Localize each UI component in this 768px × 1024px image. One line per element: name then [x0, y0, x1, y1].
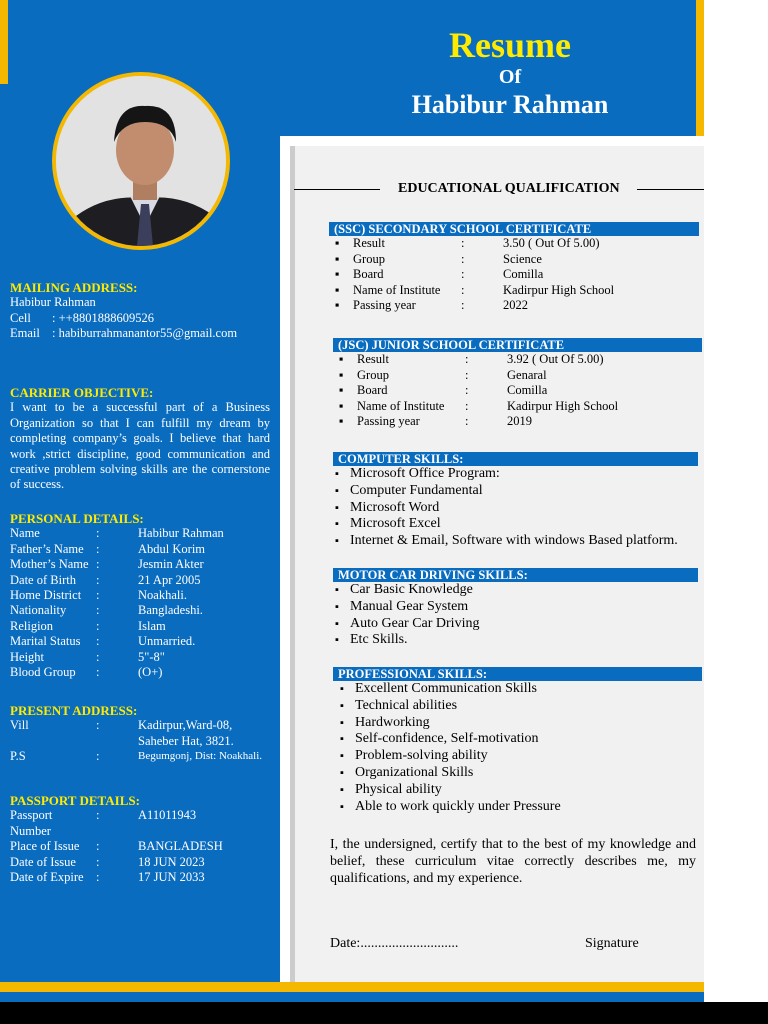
bullet-icon: ▪ [335, 501, 339, 514]
personal-heading: PERSONAL DETAILS: [10, 511, 144, 526]
education-row [339, 383, 699, 399]
detail-colon: : [96, 541, 100, 556]
list-item-text: Self-confidence, Self-motivation [355, 731, 539, 747]
present-address [10, 703, 272, 765]
bullet-icon: ▪ [335, 518, 339, 531]
declaration-text: I, the undersigned, certify that to the best of my knowledge and belief, these curriculum vitae correctly describes me, my qualifications, and my experience. [330, 837, 696, 886]
jsc-heading: (JSC) JUNIOR SCHOOL CERTIFICATE [333, 338, 702, 352]
education-colon: : [465, 398, 469, 413]
list-item [340, 731, 700, 748]
detail-label: Passport Number [10, 808, 53, 838]
education-row [339, 352, 699, 368]
education-value: 2019 [507, 414, 532, 428]
education-label: Name of Institute [357, 398, 445, 413]
detail-value: Habibur Rahman [138, 526, 224, 541]
education-row [335, 298, 695, 314]
detail-label: Date of Issue [10, 854, 76, 869]
cell-value: : ++8801888609526 [52, 310, 154, 325]
bullet-icon: ▪ [335, 617, 339, 630]
list-item [340, 799, 700, 816]
detail-value: A11011943 [138, 808, 197, 823]
list-item [340, 748, 700, 765]
bullet-icon: ▪ [340, 733, 344, 746]
mailing-name: Habibur Rahman [10, 295, 96, 310]
detail-colon: : [96, 603, 100, 618]
divider-left [294, 189, 380, 190]
detail-label: Religion [10, 618, 54, 633]
detail-row [10, 650, 272, 665]
list-item-text: Etc Skills. [350, 632, 408, 648]
detail-row [10, 619, 272, 634]
profile-photo [52, 72, 230, 250]
education-colon: : [465, 414, 469, 428]
bullet-icon: ▪ [335, 634, 339, 647]
list-item-text: Computer Fundamental [350, 482, 483, 498]
list-item [340, 715, 700, 732]
education-colon: : [465, 367, 469, 382]
list-item [340, 782, 700, 799]
bullet-icon: ▪ [335, 484, 339, 497]
education-value: Kadirpur High School [507, 398, 619, 413]
detail-value: 5"-8" [138, 649, 165, 664]
education-colon: : [461, 282, 465, 297]
resume-name: Habibur Rahman [411, 90, 609, 119]
gold-accent-right [696, 0, 704, 136]
detail-label: Date of Expire [10, 870, 84, 885]
education-value: Kadirpur High School [503, 282, 615, 297]
ps-value: Begumgonj, Dist: Noakhali. [138, 750, 263, 763]
education-value: Genaral [507, 367, 547, 382]
education-row [335, 236, 695, 252]
education-value: 3.92 ( Out Of 5.00) [507, 352, 604, 366]
education-label: Passing year [357, 414, 420, 428]
bullet-icon: ▪ [335, 468, 339, 480]
bullet-icon: ▪ [339, 414, 344, 428]
detail-label: Father’s Name [10, 541, 84, 556]
bullet-icon: ▪ [335, 267, 340, 281]
detail-label: Place of Issue [10, 839, 80, 854]
detail-colon: : [96, 588, 100, 603]
detail-row [10, 526, 272, 541]
list-item-text: Car Basic Knowledge [350, 582, 473, 597]
list-item [335, 616, 700, 633]
detail-row [10, 839, 272, 854]
detail-value: Jesmin Akter [138, 557, 204, 572]
personal-rows [10, 526, 272, 680]
mailing-heading: MAILING ADDRESS: [10, 280, 138, 295]
list-item-text: Microsoft Excel [350, 516, 441, 532]
bullet-icon: ▪ [340, 766, 344, 779]
education-value: 2022 [503, 298, 528, 312]
education-value: Comilla [507, 383, 548, 397]
vill-value-line1: Kadirpur,Ward-08, [138, 718, 233, 733]
education-colon: : [465, 352, 469, 366]
list-item-text: Auto Gear Car Driving [350, 615, 480, 631]
detail-value: 18 JUN 2023 [138, 854, 205, 869]
education-row [339, 414, 699, 430]
detail-colon: : [96, 854, 100, 869]
detail-row [10, 542, 272, 557]
detail-row [10, 855, 272, 870]
detail-label: Marital Status [10, 634, 81, 649]
bullet-icon: ▪ [340, 783, 344, 796]
detail-label: Home District [10, 588, 82, 603]
detail-value: Noakhali. [138, 588, 187, 603]
detail-colon: : [96, 808, 100, 823]
detail-colon: : [96, 870, 100, 885]
list-item [335, 516, 700, 533]
bullet-icon: ▪ [335, 251, 340, 266]
detail-row [10, 573, 272, 588]
bullet-icon: ▪ [340, 699, 344, 712]
education-value: 3.50 ( Out Of 5.00) [503, 236, 600, 250]
detail-label: Nationality [10, 603, 67, 618]
detail-colon: : [96, 572, 100, 587]
bullet-icon: ▪ [339, 398, 344, 413]
ps-label: P.S [10, 749, 26, 764]
driving-skills-list [335, 582, 700, 649]
footer-black-strip [0, 1002, 768, 1024]
list-item [335, 582, 700, 599]
email-value: : habiburrahmanantor55@gmail.com [52, 326, 238, 341]
list-item-text: Internet & Email, Software with windows Based platform. [350, 533, 678, 549]
education-label: Passing year [353, 298, 416, 312]
bullet-icon: ▪ [340, 716, 344, 729]
education-colon: : [461, 236, 465, 250]
ssc-heading: (SSC) SECONDARY SCHOOL CERTIFICATE [329, 222, 699, 236]
passport-heading: PASSPORT DETAILS: [10, 793, 140, 808]
list-item [340, 698, 700, 715]
detail-value: Islam [138, 618, 166, 633]
objective-text: I want to be a successful part of a Business Organization so that I can fulfill my dream by completing company’s goals. I believe that hard work ,strict discipline, good communication and creative problem solving skills are the cornerstone of success. [10, 400, 270, 492]
education-label: Group [353, 251, 385, 266]
list-item [335, 632, 700, 649]
present-heading: PRESENT ADDRESS: [10, 703, 138, 718]
passport-details [10, 793, 272, 885]
list-item [335, 466, 700, 483]
bullet-icon: ▪ [335, 282, 340, 297]
bullet-icon: ▪ [335, 535, 339, 548]
bullet-icon: ▪ [339, 383, 344, 397]
list-item-text: Microsoft Word [350, 499, 440, 515]
bullet-icon: ▪ [339, 352, 344, 366]
education-row [335, 252, 695, 268]
detail-label: Height [10, 649, 45, 664]
detail-row [10, 588, 272, 603]
list-item-text: Physical ability [355, 781, 442, 797]
detail-value: BANGLADESH [138, 839, 223, 854]
detail-label: Mother’s Name [10, 557, 89, 572]
detail-value: 17 JUN 2033 [138, 870, 205, 885]
bullet-icon: ▪ [340, 800, 344, 813]
list-item [335, 533, 700, 550]
education-row [339, 399, 699, 415]
computer-heading: COMPUTER SKILLS: [333, 452, 698, 466]
detail-value: (O+) [138, 665, 163, 680]
divider-right [637, 189, 704, 190]
detail-label: Date of Birth [10, 572, 76, 587]
detail-row [10, 603, 272, 618]
education-row [339, 368, 699, 384]
list-item-text: Microsoft Office Program: [350, 466, 500, 481]
detail-colon: : [96, 526, 100, 541]
detail-row [10, 665, 272, 680]
ssc-details [335, 236, 695, 314]
bullet-icon: ▪ [335, 600, 339, 613]
education-title: EDUCATIONAL QUALIFICATION [398, 181, 620, 196]
driving-heading: MOTOR CAR DRIVING SKILLS: [333, 568, 698, 582]
detail-value: 21 Apr 2005 [138, 572, 201, 587]
list-item [335, 483, 700, 500]
list-item-text: Excellent Communication Skills [355, 681, 537, 696]
career-objective [10, 385, 270, 493]
detail-label: Name [10, 526, 40, 541]
detail-value: Bangladeshi. [138, 603, 203, 618]
bullet-icon: ▪ [335, 298, 340, 312]
detail-colon: : [96, 665, 100, 680]
computer-skills-list [335, 466, 700, 550]
list-item [340, 765, 700, 782]
list-item-text: Organizational Skills [355, 764, 474, 780]
detail-colon: : [96, 618, 100, 633]
bullet-icon: ▪ [335, 236, 340, 250]
education-value: Science [503, 251, 542, 266]
detail-label: Blood Group [10, 665, 76, 680]
date-field: Date:............................ [330, 936, 459, 951]
jsc-details [339, 352, 699, 430]
signature-label: Signature [585, 936, 639, 951]
resume-of: Of [498, 66, 522, 88]
list-item-text: Problem-solving ability [355, 748, 488, 764]
list-item [335, 500, 700, 517]
footer-gold-strip [0, 982, 704, 992]
detail-colon: : [96, 634, 100, 649]
education-label: Result [357, 352, 389, 366]
list-item-text: Manual Gear System [350, 598, 469, 614]
list-item [340, 681, 700, 698]
email-label: Email [10, 326, 40, 341]
education-colon: : [465, 383, 469, 397]
vill-label: Vill [10, 718, 29, 733]
detail-colon: : [96, 557, 100, 572]
detail-colon: : [96, 649, 100, 664]
education-colon: : [461, 251, 465, 266]
mailing-address [10, 280, 272, 342]
list-item-text: Able to work quickly under Pressure [355, 798, 561, 814]
objective-heading: CARRIER OBJECTIVE: [10, 385, 154, 400]
education-label: Board [357, 383, 388, 397]
education-label: Result [353, 236, 385, 250]
education-label: Group [357, 367, 389, 382]
list-item-text: Technical abilities [355, 697, 458, 713]
detail-row [10, 634, 272, 649]
vill-colon: : [96, 718, 100, 733]
vill-value-line2: Saheber Hat, 3821. [138, 733, 234, 748]
professional-skills-list [340, 681, 700, 815]
detail-colon: : [96, 839, 100, 854]
bullet-icon: ▪ [335, 584, 339, 596]
education-colon: : [461, 298, 465, 312]
bullet-icon: ▪ [340, 683, 344, 695]
education-label: Name of Institute [353, 282, 441, 297]
list-item-text: Hardworking [355, 714, 430, 730]
education-row [335, 267, 695, 283]
education-value: Comilla [503, 267, 544, 281]
gold-accent-left [0, 0, 8, 84]
detail-row [10, 557, 272, 572]
passport-rows [10, 808, 272, 885]
resume-title: Resume [449, 25, 571, 65]
bullet-icon: ▪ [340, 750, 344, 763]
ps-colon: : [96, 749, 100, 764]
detail-value: Abdul Korim [138, 541, 206, 556]
detail-value: Unmarried. [138, 634, 196, 649]
footer-blue-strip [0, 992, 704, 1002]
detail-row [10, 870, 272, 885]
bullet-icon: ▪ [339, 367, 344, 382]
education-label: Board [353, 267, 384, 281]
personal-details [10, 511, 272, 680]
cell-label: Cell [10, 310, 31, 325]
education-row [335, 283, 695, 299]
list-item [335, 599, 700, 616]
professional-heading: PROFESSIONAL SKILLS: [333, 667, 702, 681]
education-colon: : [461, 267, 465, 281]
detail-row [10, 808, 272, 839]
